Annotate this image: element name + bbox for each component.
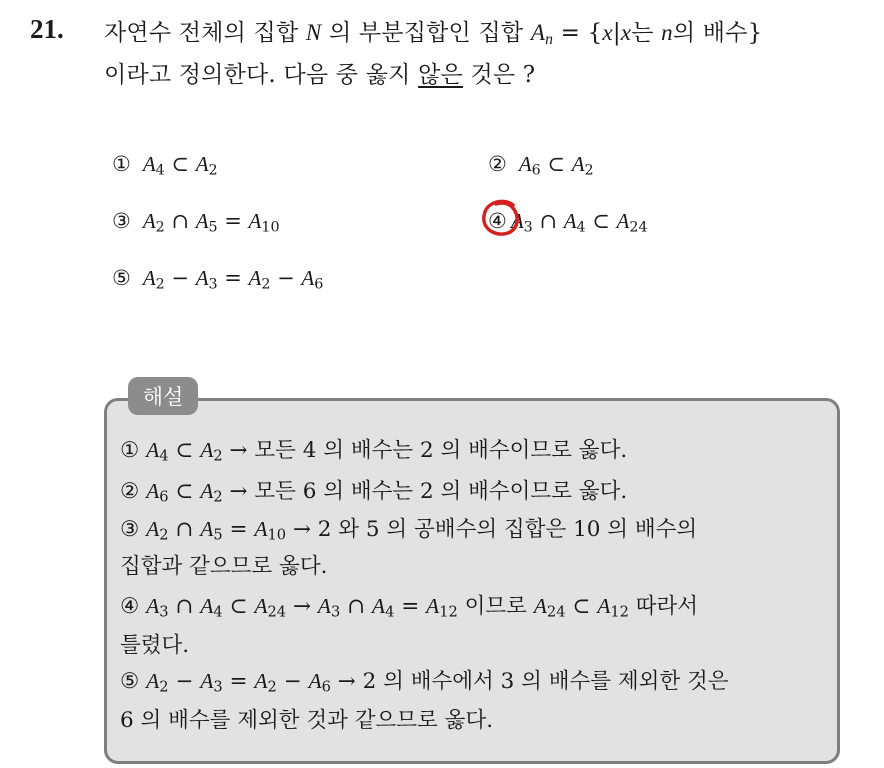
explanation-line-5: ⑤ $A_2 - A_3 = A_2 - A_6 \to 2$ 의 배수에서 3 의 배수를 제외한 것은 <box>120 669 729 696</box>
choice-4[interactable]: ④ $A_3$ ∩ $A_4$ ⊂ $A_{24}$ <box>488 209 648 236</box>
underlined-not: 않은 <box>418 62 463 88</box>
explanation-line-4b: 틀렸다. <box>120 633 190 658</box>
question-number: 21. <box>30 14 64 44</box>
explanation-line-3: ③ $A_2$ ∩ $A_5 = A_{10} \to 2$ 와 5 의 공배수의 집합은 10 의 배수의 <box>120 517 698 544</box>
question-line-2: 이라고 정의한다. 다음 중 옳지 않은 것은 ? <box>104 62 536 88</box>
choice-1[interactable]: ① $A_4$ ⊂ $A_2$ <box>112 152 218 179</box>
explanation-line-3b: 집합과 같으므로 옳다. <box>120 554 328 579</box>
choice-5[interactable]: ⑤ $A_2 - A_3 = A_2 - A_6$ <box>112 266 324 293</box>
explanation-line-2: ② $A_6$ ⊂ $A_2$ → 모든 6 의 배수는 2 의 배수이므로 옳다. <box>120 479 628 506</box>
choice-3[interactable]: ③ $A_2$ ∩ $A_5 = A_{10}$ <box>112 209 280 236</box>
explanation-line-5b: 6 의 배수를 제외한 것과 같으므로 옳다. <box>120 708 494 733</box>
explanation-line-1: ① $A_4$ ⊂ $A_2$ → 모든 4 의 배수는 2 의 배수이므로 옳다. <box>120 438 628 465</box>
choice-2[interactable]: ② $A_6$ ⊂ $A_2$ <box>488 152 594 179</box>
answer-circle-mark <box>480 199 522 239</box>
explanation-tag: 해설 <box>128 377 198 415</box>
explanation-line-4: ④ $A_3$ ∩ $A_4$ ⊂ $A_{24} \to A_3$ ∩ $A_4 = A_{12}$ 이므로 $A_{24}$ ⊂ $A_{12}$ 따라서 <box>120 594 699 621</box>
question-line-1: 자연수 전체의 집합 N 의 부분집합인 집합 $A_n = \{x|x$는 n의 배수} <box>104 20 763 48</box>
